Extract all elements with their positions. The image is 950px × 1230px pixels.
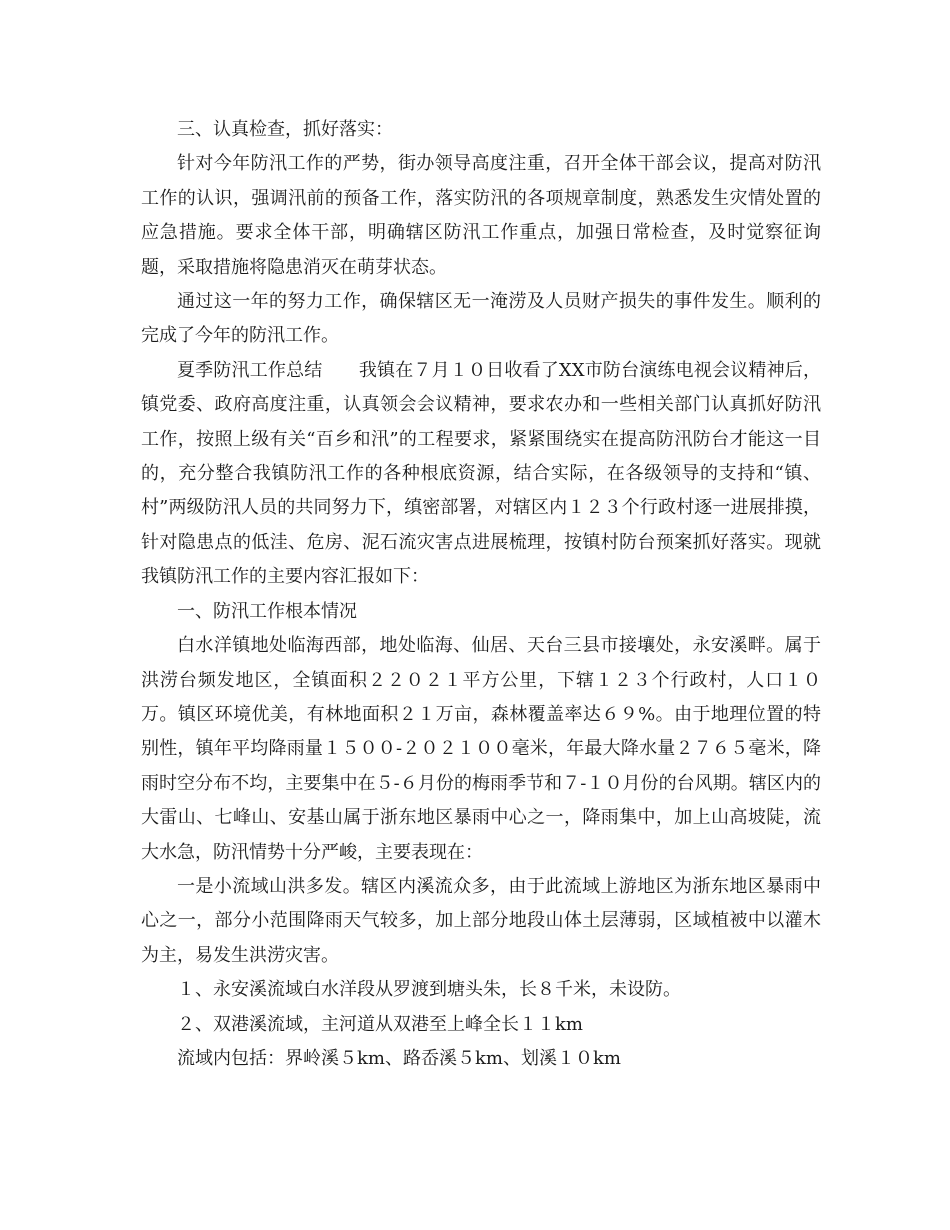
paragraph: 通过这一年的努力工作，确保辖区无一淹涝及人员财产损失的事件发生。顺利的完成了今年的防汛工作。 xyxy=(141,291,821,347)
paragraph: 夏季防汛工作总结 我镇在７月１０日收看了XX市防台演练电视会议精神后，镇党委、政府高度注重，认真领会会议精神，要求农办和一些相关部门认真抓好防汛工作，按照上级有关“百乡和汛”的工程要求，紧紧围绕实在提高防汛防台才能这一目的，充分整合我镇防汛工作的各种根底资源，结合实际，在各级领导的支持和“镇、村”两级防汛人员的共同努力下，缜密部署，对辖区内１２３个行政村逐一进展排摸，针对隐患点的低洼、危房、泥石流灾害点进展梳理，按镇村防台预案抓好落实。现就我镇防汛工作的主要内容汇报如下： xyxy=(141,359,821,588)
section-heading-inspection: 三、认真检查，抓好落实： xyxy=(177,119,393,140)
paragraph: 一是小流域山洪多发。辖区内溪流众多，由于此流域上游地区为浙东地区暴雨中心之一，部分小范围降雨天气较多，加上部分地段山体土层薄弱，区域植被中以灌木为主，易发生洪涝灾害。 xyxy=(141,875,821,966)
document-body xyxy=(141,113,821,1076)
paragraph: 针对今年防汛工作的严势，街办领导高度注重，召开全体干部会议，提高对防汛工作的认识，强调汛前的预备工作，落实防汛的各项规章制度，熟悉发生灾情处置的应急措施。要求全体干部，明确辖区防汛工作重点，加强日常检查，及时觉察征询题，采取措施将隐患消灭在萌芽状态。 xyxy=(141,153,821,278)
list-item: ２、双港溪流域，主河道从双港至上峰全长１１km xyxy=(177,1013,583,1035)
paragraph: 白水洋镇地处临海西部，地处临海、仙居、天台三县市接壤处，永安溪畔。属于洪涝台频发地区，全镇面积２２０２１平方公里，下辖１２３个行政村，人口１０万。镇区环境优美，有林地面积２１万亩，森林覆盖率达６９%。由于地理位置的特别性，镇年平均降雨量１５００-２０２１００毫米，年最大降水量２７６５毫米，降雨时空分布不均，主要集中在５-６月份的梅雨季节和７-１０月份的台风期。辖区内的大雷山、七峰山、安基山属于浙东地区暴雨中心之一，降雨集中，加上山高坡陡，流大水急，防汛情势十分严峻，主要表现在： xyxy=(141,635,821,863)
paragraph: 流域内包括：界岭溪５km、路岙溪５km、划溪１０km xyxy=(177,1047,621,1069)
section-heading-basic-situation: 一、防汛工作根本情况 xyxy=(177,600,357,622)
list-item: １、永安溪流域白水洋段从罗渡到塘头朱，长８千米，未设防。 xyxy=(177,979,681,1001)
